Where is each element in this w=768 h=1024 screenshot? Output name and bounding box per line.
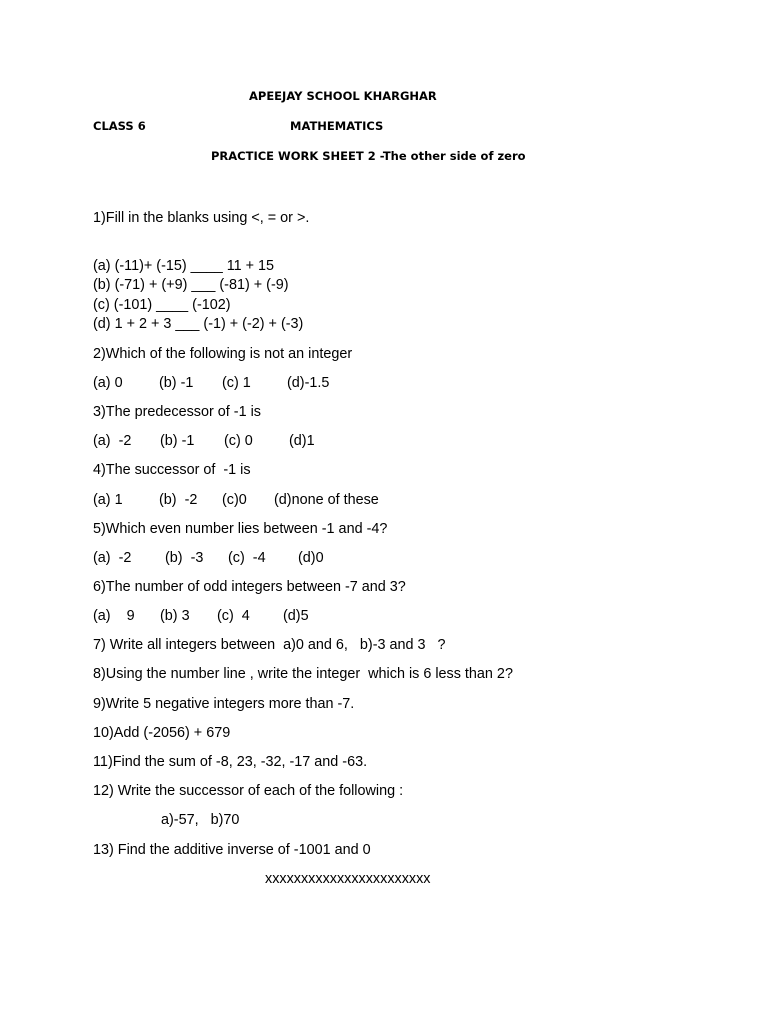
question-6-option-c: (c) 4 — [217, 608, 250, 624]
question-1-part-b: (b) (-71) + (+9) ___ (-81) + (-9) — [93, 277, 289, 293]
question-12-parts: a)-57, b)70 — [161, 812, 240, 828]
question-1-part-d: (d) 1 + 2 + 3 ___ (-1) + (-2) + (-3) — [93, 316, 304, 332]
question-3-option-a: (a) -2 — [93, 433, 132, 449]
question-5: 5)Which even number lies between -1 and -4? — [93, 521, 388, 537]
question-4-option-c: (c)0 — [222, 492, 247, 508]
question-5-option-b: (b) -3 — [165, 550, 204, 566]
end-marker: xxxxxxxxxxxxxxxxxxxxxxx — [265, 871, 431, 887]
question-1: 1)Fill in the blanks using <, = or >. — [93, 210, 310, 226]
worksheet-title: PRACTICE WORK SHEET 2 -The other side of zero — [211, 149, 526, 163]
question-2-option-c: (c) 1 — [222, 375, 251, 391]
question-7: 7) Write all integers between a)0 and 6, b)-3 and 3 ? — [93, 637, 446, 653]
question-9: 9)Write 5 negative integers more than -7. — [93, 696, 355, 712]
question-4-option-d: (d)none of these — [274, 492, 379, 508]
question-12: 12) Write the successor of each of the following : — [93, 783, 404, 799]
question-3-option-b: (b) -1 — [160, 433, 195, 449]
question-10: 10)Add (-2056) + 679 — [93, 725, 231, 741]
question-3-option-d: (d)1 — [289, 433, 315, 449]
question-4: 4)The successor of -1 is — [93, 462, 251, 478]
school-name: APEEJAY SCHOOL KHARGHAR — [249, 89, 437, 103]
question-2-option-a: (a) 0 — [93, 375, 123, 391]
question-11: 11)Find the sum of -8, 23, -32, -17 and -63. — [93, 754, 368, 770]
question-4-option-b: (b) -2 — [159, 492, 198, 508]
question-6-option-a: (a) 9 — [93, 608, 135, 624]
question-6-option-b: (b) 3 — [160, 608, 190, 624]
question-1-part-c: (c) (-101) ____ (-102) — [93, 297, 231, 313]
question-4-option-a: (a) 1 — [93, 492, 123, 508]
question-8: 8)Using the number line , write the integer which is 6 less than 2? — [93, 666, 513, 682]
question-2-option-b: (b) -1 — [159, 375, 194, 391]
question-3: 3)The predecessor of -1 is — [93, 404, 261, 420]
question-5-option-c: (c) -4 — [228, 550, 266, 566]
question-6: 6)The number of odd integers between -7 and 3? — [93, 579, 406, 595]
question-2: 2)Which of the following is not an integer — [93, 346, 353, 362]
question-1-part-a: (a) (-11)+ (-15) ____ 11 + 15 — [93, 258, 275, 274]
question-5-option-a: (a) -2 — [93, 550, 132, 566]
question-6-option-d: (d)5 — [283, 608, 309, 624]
question-3-option-c: (c) 0 — [224, 433, 253, 449]
question-5-option-d: (d)0 — [298, 550, 324, 566]
question-2-option-d: (d)-1.5 — [287, 375, 330, 391]
subject-label: MATHEMATICS — [290, 119, 384, 133]
class-label: CLASS 6 — [93, 119, 146, 133]
question-13: 13) Find the additive inverse of -1001 and 0 — [93, 842, 371, 858]
